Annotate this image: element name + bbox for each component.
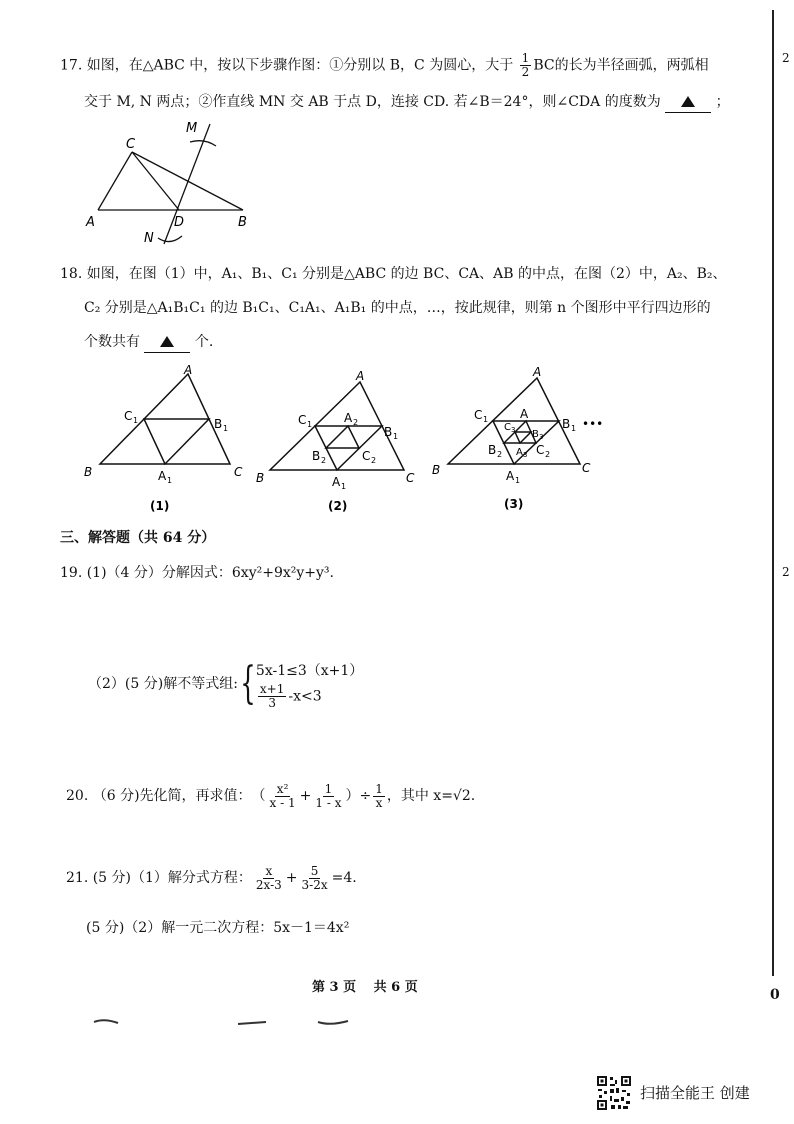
fig3-sub-a1: 1	[515, 476, 521, 485]
fig3-sub-b1: 1	[571, 424, 577, 433]
q18-answer-blank	[144, 332, 190, 353]
fig2-label-c: C	[406, 471, 415, 485]
q21-part1-label: 21. (5 分)（1）解分式方程：	[66, 870, 252, 886]
q19-part1: 19. (1)（4 分）分解因式：6xy²+9x²y+y³.	[60, 565, 334, 581]
fig3-label-b3: B	[532, 429, 539, 440]
fig3-label-c3: C	[504, 422, 511, 433]
q17-text3: 交于 M, N 两点；②作直线 MN 交 AB 于点 D，连接 CD. 若∠B＝24°，则∠CDA 的度数为	[84, 94, 661, 110]
q19-part2-label: （2）(5 分)解不等式组:	[88, 676, 238, 692]
label-m: M	[186, 121, 198, 136]
fig3-caption: (3)	[504, 497, 524, 511]
fig3-label-c2: C	[536, 443, 545, 457]
fig3-label-c: C	[582, 461, 591, 475]
q17-figure	[78, 116, 268, 252]
fig3-sub-c3: 3	[511, 426, 516, 434]
fig1-label-c: C	[234, 465, 243, 479]
fig3-label-b2: B	[488, 443, 497, 457]
label-d: D	[174, 215, 185, 230]
fig1-sub-c1: 1	[133, 416, 139, 425]
scanner-watermark: 扫描全能王 创建	[640, 1084, 750, 1102]
ineq-1: 5x-1≤3（x+1）	[255, 662, 364, 679]
q17-answer-blank	[665, 92, 711, 113]
fig2-caption: (2)	[328, 499, 348, 513]
fig1-sub-b1: 1	[223, 424, 229, 433]
fig2-label-b1: B	[384, 425, 393, 439]
system-brace: {	[240, 658, 256, 709]
q17-text2: BC的长为半径画弧，两弧相	[533, 57, 709, 74]
q19-part2	[88, 654, 363, 714]
fig3-label-a: A	[533, 365, 542, 379]
fig3-label-a2: A	[520, 407, 529, 421]
label-c: C	[126, 137, 136, 152]
q18-text3a: 个数共有	[84, 334, 140, 350]
seg-ac	[98, 152, 132, 210]
q20-line	[66, 778, 475, 814]
fig2-sub-c2: 2	[371, 456, 377, 465]
answer-triangle-icon	[160, 336, 174, 347]
arc-n	[158, 236, 182, 242]
qr-code-icon	[596, 1075, 632, 1111]
q17-line1	[60, 52, 709, 79]
q20-plus: +	[299, 788, 312, 804]
q18-text3b: 个.	[194, 334, 214, 350]
q17-label: 17.	[60, 57, 83, 74]
q18-line3	[84, 332, 213, 353]
fig3-ellipsis: •••	[582, 417, 604, 431]
fig2-sub-b2: 2	[321, 456, 327, 465]
q21-plus: +	[285, 870, 298, 886]
fig3-sub-c2: 2	[545, 450, 551, 459]
q21-eq: =4.	[331, 870, 357, 886]
q18-figures	[70, 358, 630, 518]
label-b: B	[238, 215, 247, 230]
q21-part2: (5 分)（2）解一元二次方程：5x－1＝4x²	[86, 920, 350, 936]
fig3-sub-c1: 1	[483, 415, 489, 424]
fig2-label-c2: C	[362, 449, 371, 463]
q20-frac1: $\frac{\text{x²}}{x - 1}$	[269, 781, 296, 810]
inequality-system	[256, 659, 363, 710]
q20-tail: ，其中 x=√2.	[386, 788, 476, 804]
page-edge-rule	[772, 10, 774, 976]
fig2-label-c1: C	[298, 413, 307, 427]
fig1-label-a: A	[184, 363, 193, 377]
q18-text1: 如图，在图（1）中，A₁、B₁、C₁ 分别是△ABC 的边 BC、CA、AB 的中点，在图（2）中，A₂、B₂、	[86, 266, 727, 282]
fig2-label-a: A	[356, 369, 365, 383]
page-number: 第 3 页 共 6 页	[312, 980, 418, 995]
q21-frac1: $\frac{x}{2x-3}$	[255, 863, 282, 892]
ineq-2: $\frac{x+1}{3}$ -x<3	[259, 681, 322, 710]
q17-fraction: $\frac{1}{2}$	[521, 51, 530, 79]
q17-line2	[84, 92, 730, 113]
q18-label: 18.	[60, 266, 83, 282]
q18-line2: C₂ 分别是△A₁B₁C₁ 的边 B₁C₁、C₁A₁、A₁B₁ 的中点，…，按此规律，则第 n 个图形中平行四边形的	[84, 300, 711, 316]
fig1-label-b: B	[84, 465, 93, 479]
fig1-sub-a1: 1	[167, 476, 173, 485]
fig3-label-a3: A	[516, 447, 523, 458]
fig3-label-a1: A	[506, 469, 515, 483]
fig2-label-b: B	[256, 471, 265, 485]
q21-frac2: $\frac{5}{3-2x}$	[301, 863, 328, 892]
fig1-label-c1: C	[124, 409, 133, 423]
q18-line1	[60, 264, 727, 284]
fig2-label-b2: B	[312, 449, 321, 463]
fig3-label-c1: C	[474, 408, 483, 422]
q17-text1: 如图，在△ABC 中，按以下步骤作图：①分别以 B，C 为圆心，大于	[86, 57, 514, 74]
fig3-label-b1: B	[562, 417, 571, 431]
fig2-sub-a2: 2	[353, 418, 359, 427]
q20-rparen: ）	[345, 788, 360, 804]
section-heading: 三、解答题（共 64 分）	[60, 530, 216, 546]
fig3-label-b: B	[432, 463, 441, 477]
line-mn	[164, 124, 210, 244]
q20-label: 20. （6 分)先化简，再求值：	[66, 788, 252, 804]
fig1-label-b1: B	[214, 417, 223, 431]
q20-frac3: $\frac{1}{x}$	[375, 781, 383, 810]
fig3-sub-b2: 2	[497, 450, 503, 459]
margin-mark-top: 2	[782, 51, 790, 65]
q20-frac2: $\frac{1}{1 - x}$	[315, 781, 342, 810]
label-n: N	[144, 231, 154, 246]
q20-div: ÷	[359, 788, 372, 804]
fig2-sub-c1: 1	[307, 420, 313, 429]
fig2-sub-a1: 1	[341, 482, 347, 491]
fig3-lines	[448, 378, 580, 464]
fig2-label-a2: A	[344, 411, 353, 425]
margin-mark-mid: 2	[782, 565, 790, 579]
q17-end: ；	[715, 94, 730, 110]
seg-cd	[132, 152, 179, 210]
margin-mark-bottom: 0	[770, 987, 780, 1003]
q20-lparen: （	[251, 788, 266, 804]
fig1-lines	[100, 374, 230, 464]
fig1-caption: (1)	[150, 499, 170, 513]
fig3-sub-b3: 3	[539, 433, 544, 441]
label-a: A	[86, 215, 95, 230]
q21-part1	[66, 860, 357, 896]
scan-smudge-marks	[90, 1016, 380, 1032]
fig2-label-a1: A	[332, 475, 341, 489]
fig2-sub-b1: 1	[393, 432, 399, 441]
fig1-label-a1: A	[158, 469, 167, 483]
fig3-sub-a3: 3	[523, 451, 528, 459]
answer-triangle-icon	[681, 96, 695, 107]
